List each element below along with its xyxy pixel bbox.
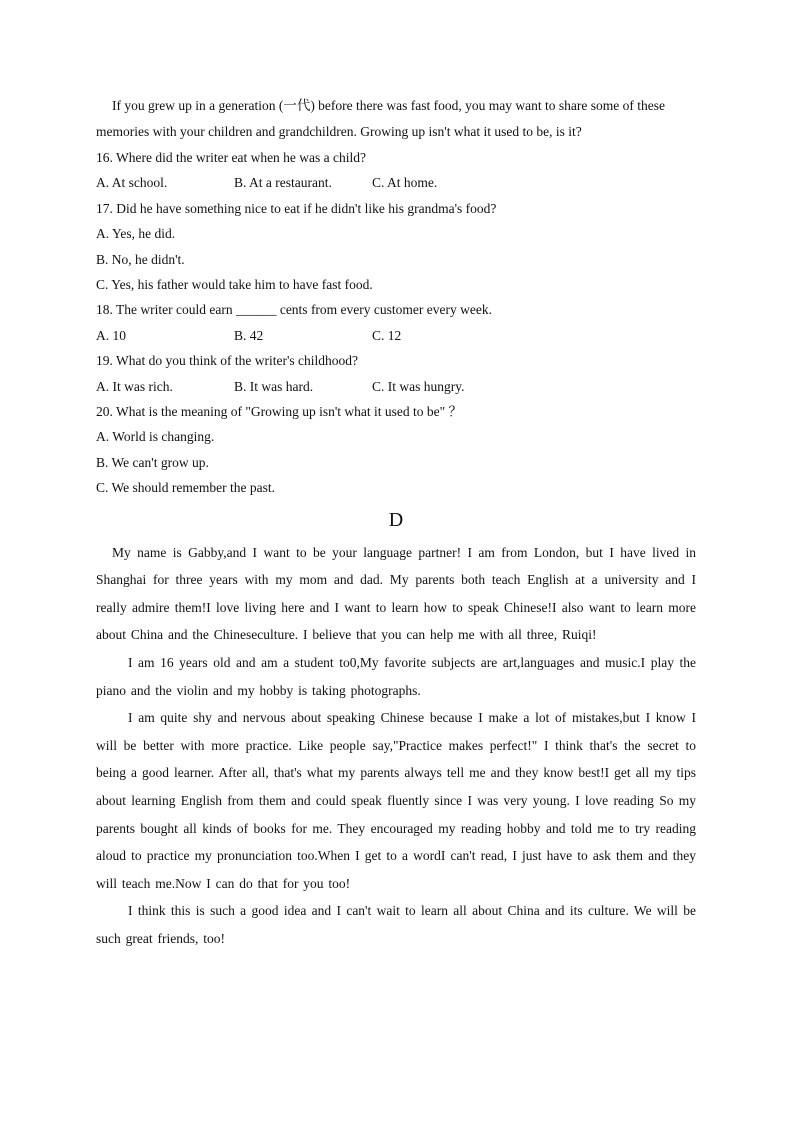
answer-option: C. It was hungry. (372, 378, 465, 394)
answer-option: A. It was rich. (96, 378, 173, 394)
passage-paragraph: My name is Gabby,and I want to be your language partner! I am from London, but I have lived in Shanghai for three years with my mom and dad. My parents both teach English at a university and I really admire them!I love living here and I want to learn how to speak Chinese!I also want to learn more about China and the Chineseculture. I believe that you can help me with all three, Ruiqi! (96, 544, 696, 643)
reading-passage (96, 539, 696, 953)
passage-paragraph: I am quite shy and nervous about speaking Chinese because I make a lot of mistakes,but I know I will be better with more practice. Like people say,"Practice makes perfect!" I think that's the secret to being a good learner. After all, that's what my parents always tell me and they know best!I get all my tips about learning English from them and could speak fluently since I was very young. I love reading So my parents bought all kinds of books for me. They encouraged my reading hobby and told me to try reading aloud to practice my pronunciation too.When I get to a wordI can't read, I just have to ask them and they will teach me.Now I can do that for you too! (96, 710, 696, 891)
question-stem: 20. What is the meaning of "Growing up isn't what it used to be" ？ (96, 404, 463, 420)
answer-option: A. Yes, he did. (96, 226, 176, 242)
answer-option: B. At a restaurant. (234, 175, 332, 191)
option-row (96, 374, 696, 399)
answer-option: A. At school. (96, 175, 168, 191)
question-stem: 19. What do you think of the writer's childhood? (96, 353, 359, 369)
answer-option: B. It was hard. (234, 378, 314, 394)
answer-option: B. 42 (234, 327, 264, 343)
answer-option: A. 10 (96, 327, 126, 343)
answer-option: C. Yes, his father would take him to have fast food. (96, 277, 373, 293)
answer-option: C. We should remember the past. (96, 480, 276, 496)
answer-option: C. 12 (372, 327, 402, 343)
intro-paragraph: If you grew up in a generation (一代) before there was fast food, you may want to share some of these memories with your children and grandchildren. Growing up isn't what it used to be, is it? (96, 98, 665, 139)
passage-paragraph: I am 16 years old and am a student to0,My favorite subjects are art,languages and music.I play the piano and the violin and my hobby is taking photographs. (96, 655, 696, 698)
question-list (96, 145, 696, 501)
option-row (96, 170, 696, 195)
option-row (96, 323, 696, 348)
section-title: D (388, 508, 404, 531)
question-stem: 18. The writer could earn ______ cents from every customer every week. (96, 302, 492, 318)
answer-option: A. World is changing. (96, 429, 215, 445)
passage-paragraph: I think this is such a good idea and I can't wait to learn all about China and its culture. We will be such great friends, too! (96, 903, 696, 946)
document-page (96, 93, 696, 953)
question-stem: 17. Did he have something nice to eat if he didn't like his grandma's food? (96, 200, 497, 216)
answer-option: B. No, he didn't. (96, 251, 185, 267)
answer-option: C. At home. (372, 175, 438, 191)
answer-option: B. We can't grow up. (96, 454, 209, 470)
question-stem: 16. Where did the writer eat when he was a child? (96, 150, 367, 165)
